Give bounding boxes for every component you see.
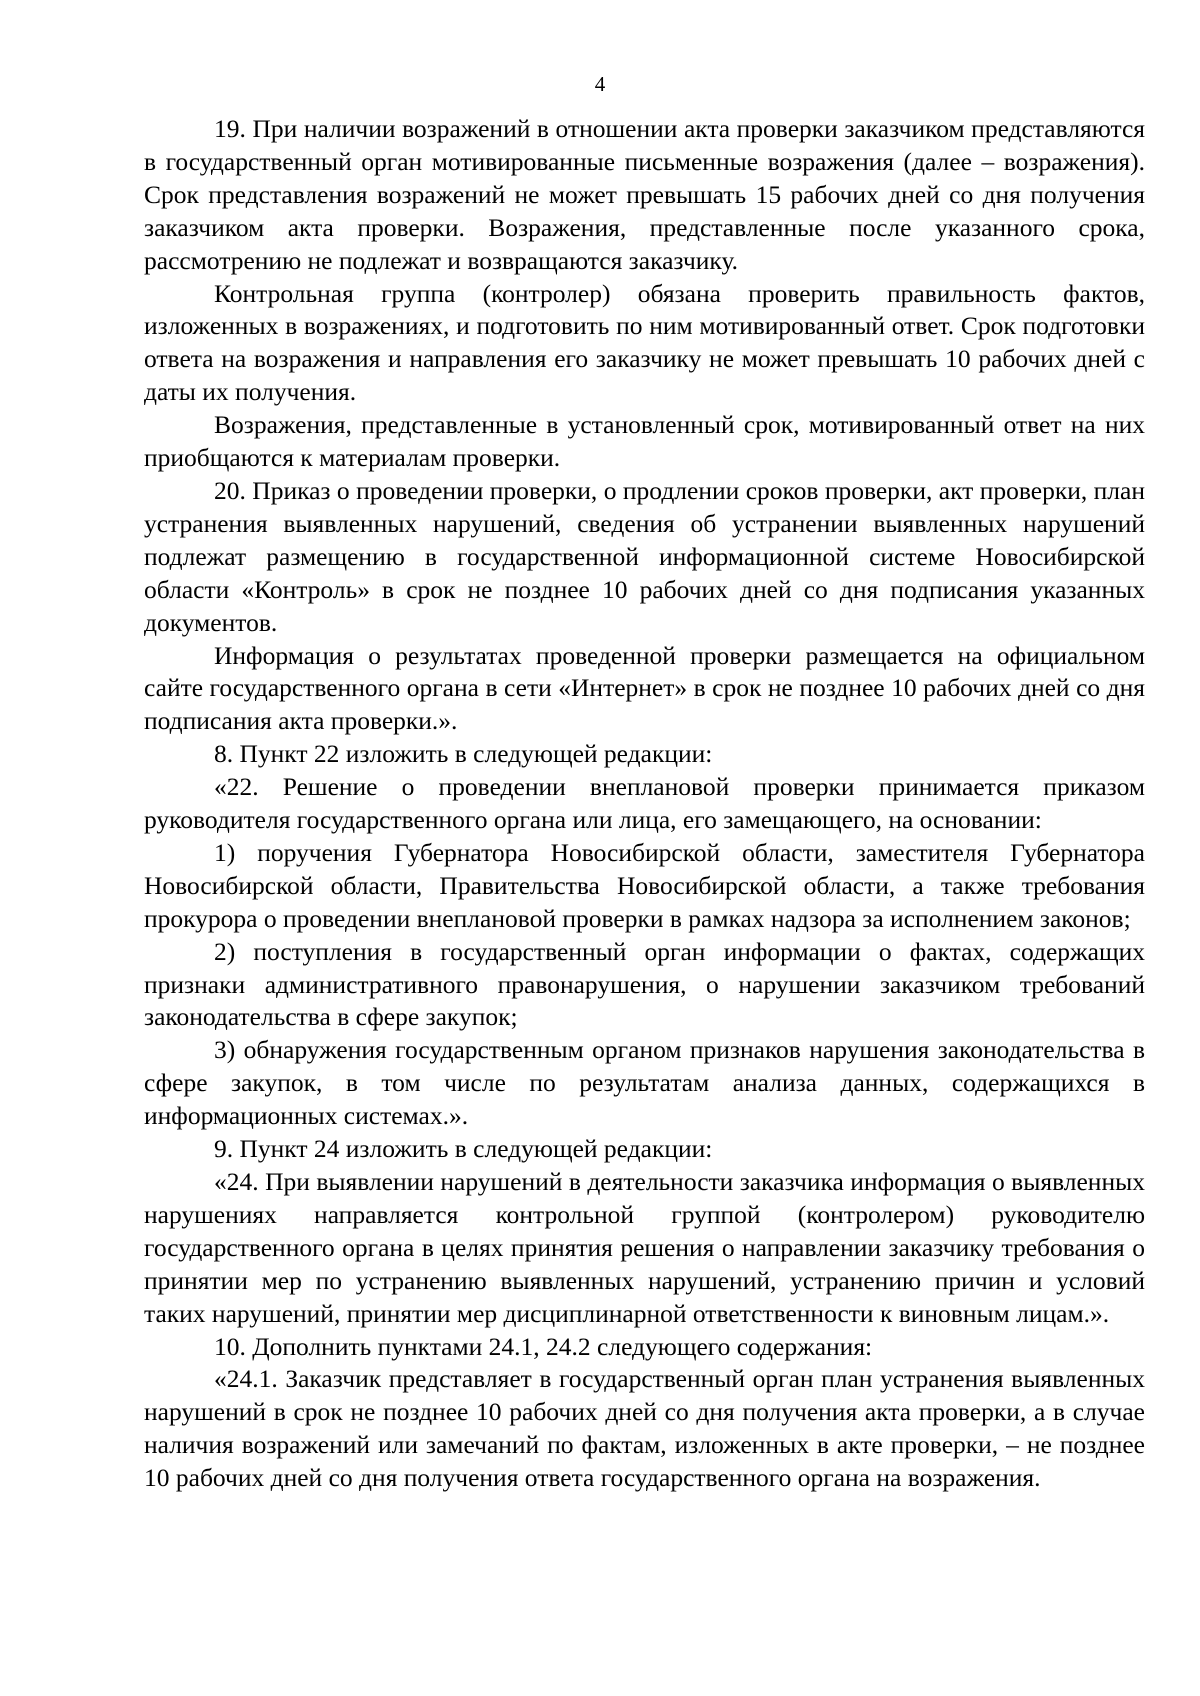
paragraph-results-published: Информация о результатах проведенной проверки размещается на официальном сайте государственного органа в сети «Интернет» в срок не позднее 10 рабочих дней со дня подписания акта проверки.». bbox=[144, 640, 1145, 736]
paragraph-item-22: «22. Решение о проведении внеплановой проверки принимается приказом руководителя государственного органа или лица, его замещающего, на основании: bbox=[144, 772, 1145, 835]
paragraph-item-24: «24. При выявлении нарушений в деятельности заказчика информация о выявленных нарушениях направляется контрольной группой (контролером) руководителю государственного органа в целях принятия решения о направлении заказчику требования о принятии мер по устранению выявленных нарушений, устранению причин и условий таких нарушений, принятии мер дисциплинарной ответственности к виновным лицам.». bbox=[144, 1167, 1145, 1328]
paragraph-item-22-sub-2: 2) поступления в государственный орган информации о фактах, содержащих признаки административного правонарушения, о нарушении заказчиком требований законодательства в сфере закупок; bbox=[144, 936, 1145, 1032]
paragraph-amendment-8: 8. Пункт 22 изложить в следующей редакции: bbox=[214, 739, 713, 769]
paragraph-item-22-sub-1: 1) поручения Губернатора Новосибирской области, заместителя Губернатора Новосибирской области, Правительства Новосибирской области, а также требования прокурора о проведении внеплановой проверки в рамках надзора за исполнением законов; bbox=[144, 837, 1145, 933]
page-number: 4 bbox=[594, 72, 606, 96]
paragraph-item-20: 20. Приказ о проведении проверки, о продлении сроков проверки, акт проверки, план устранения выявленных нарушений, сведения об устранении выявленных нарушений подлежат размещению в государственной информационной системе Новосибирской области «Контроль» в срок не позднее 10 рабочих дней со дня подписания указанных документов. bbox=[144, 475, 1145, 637]
document-body bbox=[144, 113, 1145, 1495]
paragraph-item-22-sub-3: 3) обнаружения государственным органом признаков нарушения законодательства в сфере закупок, в том числе по результатам анализа данных, содержащихся в информационных системах.». bbox=[144, 1035, 1145, 1131]
paragraph-item-24-1: «24.1. Заказчик представляет в государственный орган план устранения выявленных нарушений в срок не позднее 10 рабочих дней со дня получения акта проверки, а в случае наличия возражений или замечаний по фактам, изложенных в акте проверки, – не позднее 10 рабочих дней со дня получения ответа государственного органа на возражения. bbox=[144, 1364, 1145, 1493]
paragraph-amendment-9: 9. Пункт 24 изложить в следующей редакции: bbox=[214, 1134, 713, 1164]
paragraph-item-19: 19. При наличии возражений в отношении акта проверки заказчиком представляются в государственный орган мотивированные письменные возражения (далее – возражения). Срок представления возражений не может превышать 15 рабочих дней со дня получения заказчиком акта проверки. Возражения, представленные после указанного срока, рассмотрению не подлежат и возвращаются заказчику. bbox=[144, 114, 1145, 275]
paragraph-control-group: Контрольная группа (контролер) обязана проверить правильность фактов, изложенных в возражениях, и подготовить по ним мотивированный ответ. Срок подготовки ответа на возражения и направления его заказчику не может превышать 10 рабочих дней с даты их получения. bbox=[144, 278, 1145, 407]
paragraph-objections-attached: Возражения, представленные в установленный срок, мотивированный ответ на них приобщаются к материалам проверки. bbox=[144, 410, 1145, 473]
paragraph-amendment-10: 10. Дополнить пунктами 24.1, 24.2 следующего содержания: bbox=[214, 1331, 873, 1361]
